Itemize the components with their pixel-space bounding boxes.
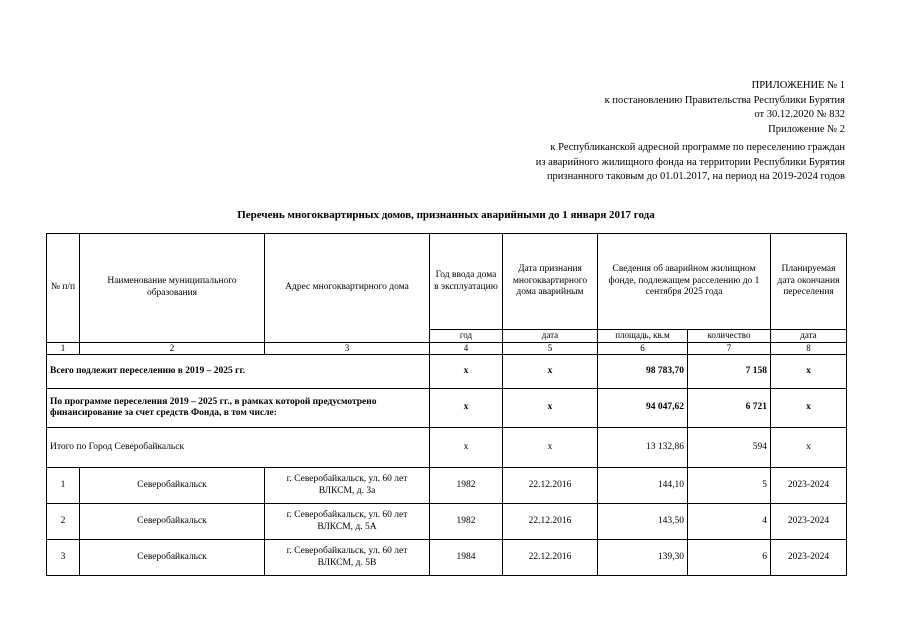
- appendix-header: [605, 79, 845, 137]
- summary-row-total: [47, 355, 847, 389]
- column-number: 4: [430, 342, 503, 355]
- summary-date: х: [503, 355, 598, 389]
- row-address: г. Северобайкальск, ул. 60 лет ВЛКСМ, д. 5В: [265, 540, 430, 576]
- summary-row-program: [47, 389, 847, 428]
- row-date: 22.12.2016: [503, 504, 598, 540]
- summary-year: х: [430, 389, 503, 428]
- column-number-row: [47, 342, 847, 355]
- summary-row-city: [47, 428, 847, 468]
- row-num: 3: [47, 540, 80, 576]
- summary-date: х: [503, 428, 598, 468]
- col-header-info: Сведения об аварийном жилищном фонде, подлежащем расселению до 1 сентября 2025 года: [598, 234, 771, 330]
- row-count: 6: [688, 540, 771, 576]
- program-line: из аварийного жилищного фонда на территории Республики Бурятия: [535, 156, 845, 168]
- row-address: г. Северобайкальск, ул. 60 лет ВЛКСМ, д. 5А: [265, 504, 430, 540]
- row-num: 1: [47, 468, 80, 504]
- subheader-planned: дата: [771, 330, 847, 343]
- row-count: 5: [688, 468, 771, 504]
- summary-label: Итого по Город Северобайкальск: [47, 428, 430, 468]
- column-number: 2: [80, 342, 265, 355]
- row-area: 143,50: [598, 504, 688, 540]
- row-year: 1984: [430, 540, 503, 576]
- column-number: 6: [598, 342, 688, 355]
- summary-label: По программе переселения 2019 – 2025 гг., в рамках которой предусмотрено финансирование за счет средств Фонда, в том числе:: [47, 389, 430, 428]
- col-header-address: Адрес многоквартирного дома: [265, 234, 430, 343]
- appendix-line: от 30.12.2020 № 832: [754, 109, 845, 121]
- summary-area: 13 132,86: [598, 428, 688, 468]
- subheader-date: дата: [503, 330, 598, 343]
- col-header-planned: Планируемая дата окончания переселения: [771, 234, 847, 330]
- row-planned: 2023-2024: [771, 504, 847, 540]
- appendix-line: Приложение № 2: [768, 123, 845, 135]
- header-row: [47, 234, 847, 330]
- table-row: [47, 468, 847, 504]
- document-title: Перечень многоквартирных домов, признанных аварийными до 1 января 2017 года: [237, 209, 655, 221]
- subheader-area: площадь, кв.м: [598, 330, 688, 343]
- col-header-municipality: Наименование муниципального образования: [80, 234, 265, 343]
- appendix-line: к постановлению Правительства Республики Бурятия: [604, 94, 845, 106]
- column-number: 3: [265, 342, 430, 355]
- subheader-count: количество: [688, 330, 771, 343]
- row-planned: 2023-2024: [771, 468, 847, 504]
- row-date: 22.12.2016: [503, 540, 598, 576]
- row-address: г. Северобайкальск, ул. 60 лет ВЛКСМ, д. 3а: [265, 468, 430, 504]
- column-number: 5: [503, 342, 598, 355]
- summary-area: 98 783,70: [598, 355, 688, 389]
- row-area: 144,10: [598, 468, 688, 504]
- buildings-table: [46, 233, 847, 576]
- row-year: 1982: [430, 468, 503, 504]
- summary-count: 594: [688, 428, 771, 468]
- row-count: 4: [688, 504, 771, 540]
- program-line: признанного таковым до 01.01.2017, на период на 2019-2024 годов: [546, 171, 845, 183]
- row-num: 2: [47, 504, 80, 540]
- row-municipality: Северобайкальск: [80, 540, 265, 576]
- appendix-line: ПРИЛОЖЕНИЕ № 1: [751, 80, 845, 91]
- column-number: 8: [771, 342, 847, 355]
- row-date: 22.12.2016: [503, 468, 598, 504]
- subheader-year: год: [430, 330, 503, 343]
- summary-count: 6 721: [688, 389, 771, 428]
- column-number: 7: [688, 342, 771, 355]
- summary-planned: х: [771, 355, 847, 389]
- summary-count: 7 158: [688, 355, 771, 389]
- table-row: [47, 504, 847, 540]
- row-municipality: Северобайкальск: [80, 468, 265, 504]
- summary-planned: х: [771, 389, 847, 428]
- row-planned: 2023-2024: [771, 540, 847, 576]
- summary-date: х: [503, 389, 598, 428]
- table-row: [47, 540, 847, 576]
- summary-planned: х: [771, 428, 847, 468]
- row-municipality: Северобайкальск: [80, 504, 265, 540]
- summary-year: х: [430, 428, 503, 468]
- col-header-date: Дата признания многоквартирного дома аварийным: [503, 234, 598, 330]
- summary-area: 94 047,62: [598, 389, 688, 428]
- column-number: 1: [47, 342, 80, 355]
- summary-year: х: [430, 355, 503, 389]
- summary-label: Всего подлежит переселению в 2019 – 2025 гг.: [47, 355, 430, 389]
- program-header: [536, 141, 845, 185]
- row-area: 139,30: [598, 540, 688, 576]
- col-header-year: Год ввода дома в эксплуатацию: [430, 234, 503, 330]
- row-year: 1982: [430, 504, 503, 540]
- col-header-num: № п/п: [47, 234, 80, 343]
- program-line: к Республиканской адресной программе по переселению граждан: [550, 142, 845, 153]
